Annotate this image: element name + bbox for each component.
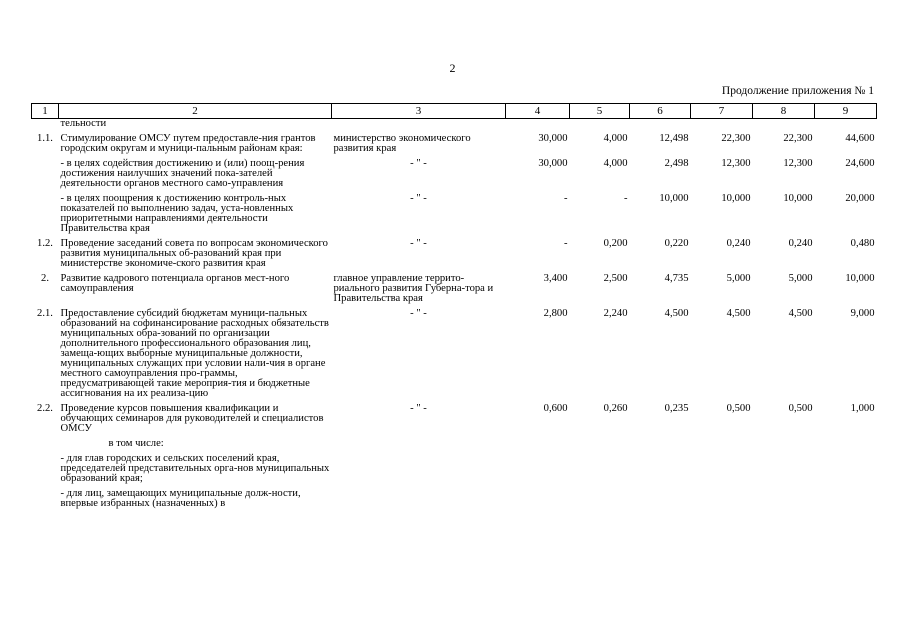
value-cell: 5,000: [788, 273, 813, 284]
value-cell: [691, 439, 753, 454]
value-cell: -: [563, 193, 568, 204]
row-number: 2.2.: [37, 403, 53, 414]
table-row: [32, 439, 877, 454]
value-cell: 2,800: [543, 308, 568, 319]
value-cell: -: [623, 193, 628, 204]
appendix-table: [31, 103, 877, 514]
row-responsible: - " -: [410, 308, 427, 319]
row-responsible: [332, 454, 506, 489]
value-cell: [506, 439, 570, 454]
column-header: 9: [815, 104, 877, 119]
column-header: 6: [630, 104, 691, 119]
row-number: [32, 454, 59, 489]
value-cell: 22,300: [721, 133, 751, 144]
column-header: 7: [691, 104, 753, 119]
value-cell: 0,200: [603, 238, 628, 249]
table-row: [32, 489, 877, 514]
value-cell: [506, 489, 570, 514]
row-responsible: - " -: [410, 158, 427, 169]
value-cell: 10,000: [845, 273, 875, 284]
row-responsible: [332, 489, 506, 514]
value-cell: [630, 119, 691, 135]
value-cell: [506, 454, 570, 489]
value-cell: 0,220: [664, 238, 689, 249]
value-cell: 0,260: [603, 403, 628, 414]
row-number: [32, 159, 59, 194]
value-cell: 10,000: [721, 193, 751, 204]
value-cell: 30,000: [538, 133, 568, 144]
value-cell: 2,500: [603, 273, 628, 284]
value-cell: [815, 119, 877, 135]
row-responsible: - " -: [410, 403, 427, 414]
value-cell: 0,500: [788, 403, 813, 414]
value-cell: -: [563, 238, 568, 249]
value-cell: [570, 119, 630, 135]
table-header-row: [32, 104, 877, 119]
column-header: 2: [59, 104, 332, 119]
value-cell: [630, 489, 691, 514]
value-cell: [570, 454, 630, 489]
value-cell: [570, 439, 630, 454]
row-number: 1.1.: [37, 133, 53, 144]
row-description: Проведение курсов повышения квалификации и обучающих семинаров для руководителей и специалистов ОМСУ: [60, 403, 324, 434]
table-row: [32, 194, 877, 239]
column-header: 8: [753, 104, 815, 119]
value-cell: 0,235: [664, 403, 689, 414]
row-responsible: - " -: [410, 193, 427, 204]
row-description: Стимулирование ОМСУ путем предоставле-ния грантов городским округам и муници-пальным районам края:: [60, 133, 316, 154]
value-cell: 44,600: [845, 133, 875, 144]
value-cell: [506, 119, 570, 135]
page-number: 2: [449, 61, 456, 75]
value-cell: 0,480: [850, 238, 875, 249]
continuation-label: Продолжение приложения № 1: [721, 85, 874, 97]
row-number: 2.: [41, 273, 49, 284]
table-row: [32, 119, 877, 135]
value-cell: 4,000: [603, 133, 628, 144]
row-description: Проведение заседаний совета по вопросам экономического развития муниципальных об-разований края при министерстве экономиче-ского развития края: [60, 238, 328, 269]
value-cell: [753, 489, 815, 514]
row-responsible: министерство экономического развития края: [333, 133, 471, 154]
value-cell: [630, 439, 691, 454]
value-cell: 3,400: [543, 273, 568, 284]
value-cell: 30,000: [538, 158, 568, 169]
table-row: [32, 134, 877, 159]
value-cell: [691, 489, 753, 514]
value-cell: 9,000: [850, 308, 875, 319]
row-description: - для лиц, замещающих муниципальные долж-ности, впервые избранных (назначенных) в: [60, 488, 301, 509]
table-row: [32, 454, 877, 489]
value-cell: 0,500: [726, 403, 751, 414]
table-row: [32, 309, 877, 404]
row-number: 2.1.: [37, 308, 53, 319]
value-cell: 12,300: [783, 158, 813, 169]
row-description: Развитие кадрового потенциала органов мест-ного самоуправления: [60, 273, 290, 294]
value-cell: 4,000: [603, 158, 628, 169]
value-cell: [753, 454, 815, 489]
table-body: [32, 119, 877, 515]
table-row: [32, 274, 877, 309]
value-cell: 0,240: [726, 238, 751, 249]
value-cell: 4,735: [664, 273, 689, 284]
value-cell: 2,240: [603, 308, 628, 319]
row-responsible: - " -: [410, 238, 427, 249]
column-header: 4: [506, 104, 570, 119]
value-cell: 0,240: [788, 238, 813, 249]
value-cell: [815, 454, 877, 489]
value-cell: [753, 119, 815, 135]
value-cell: 12,498: [659, 133, 689, 144]
row-number: 1.2.: [37, 238, 53, 249]
table-row: [32, 239, 877, 274]
value-cell: [815, 489, 877, 514]
value-cell: 1,000: [850, 403, 875, 414]
value-cell: 22,300: [783, 133, 813, 144]
value-cell: [753, 439, 815, 454]
value-cell: 24,600: [845, 158, 875, 169]
table-row: [32, 404, 877, 439]
row-responsible: [332, 119, 506, 135]
value-cell: [815, 439, 877, 454]
value-cell: [691, 119, 753, 135]
row-description: - для глав городских и сельских поселений края, председателей представительных орга-нов муниципальных образований края;: [60, 453, 330, 484]
row-number: [32, 489, 59, 514]
value-cell: [570, 489, 630, 514]
value-cell: 10,000: [659, 193, 689, 204]
column-header: 5: [570, 104, 630, 119]
column-header: 3: [332, 104, 506, 119]
value-cell: 4,500: [664, 308, 689, 319]
value-cell: 4,500: [788, 308, 813, 319]
value-cell: 4,500: [726, 308, 751, 319]
row-description: тельности: [60, 118, 107, 129]
row-responsible: главное управление террито-риального развития Губерна-тора и Правительства края: [333, 273, 494, 304]
row-description: в том числе:: [108, 438, 164, 449]
column-header: 1: [32, 104, 59, 119]
table-row: [32, 159, 877, 194]
value-cell: 2,498: [664, 158, 689, 169]
row-description: Предоставление субсидий бюджетам муници-пальных образований на софинансирование расходных обязательств муниципальных обра-зований по организации дополнительного профессионального образования лиц, замеща-ющих выборные муниципальные должности, муниципальных служащих при условии нали-чия в органе местного самоуправления про-граммы, предусматривающей такие мероприя-тия и бюджетные ассигнования на их реализа-цию: [60, 308, 329, 399]
value-cell: 5,000: [726, 273, 751, 284]
row-description: - в целях содействия достижению и (или) поощ-рения достижения наилучших значений пока-зателей деятельности органов местного само-управления: [60, 158, 305, 189]
row-number: [32, 439, 59, 454]
row-description: - в целях поощрения к достижению контроль-ных показателей по выполнению задач, уста-новленных приоритетными направлениями деятельности Правительства края: [60, 193, 294, 234]
value-cell: 12,300: [721, 158, 751, 169]
value-cell: [691, 454, 753, 489]
value-cell: [630, 454, 691, 489]
value-cell: 10,000: [783, 193, 813, 204]
row-responsible: [332, 439, 506, 454]
row-number: [32, 119, 59, 135]
value-cell: 0,600: [543, 403, 568, 414]
row-number: [32, 194, 59, 239]
value-cell: 20,000: [845, 193, 875, 204]
